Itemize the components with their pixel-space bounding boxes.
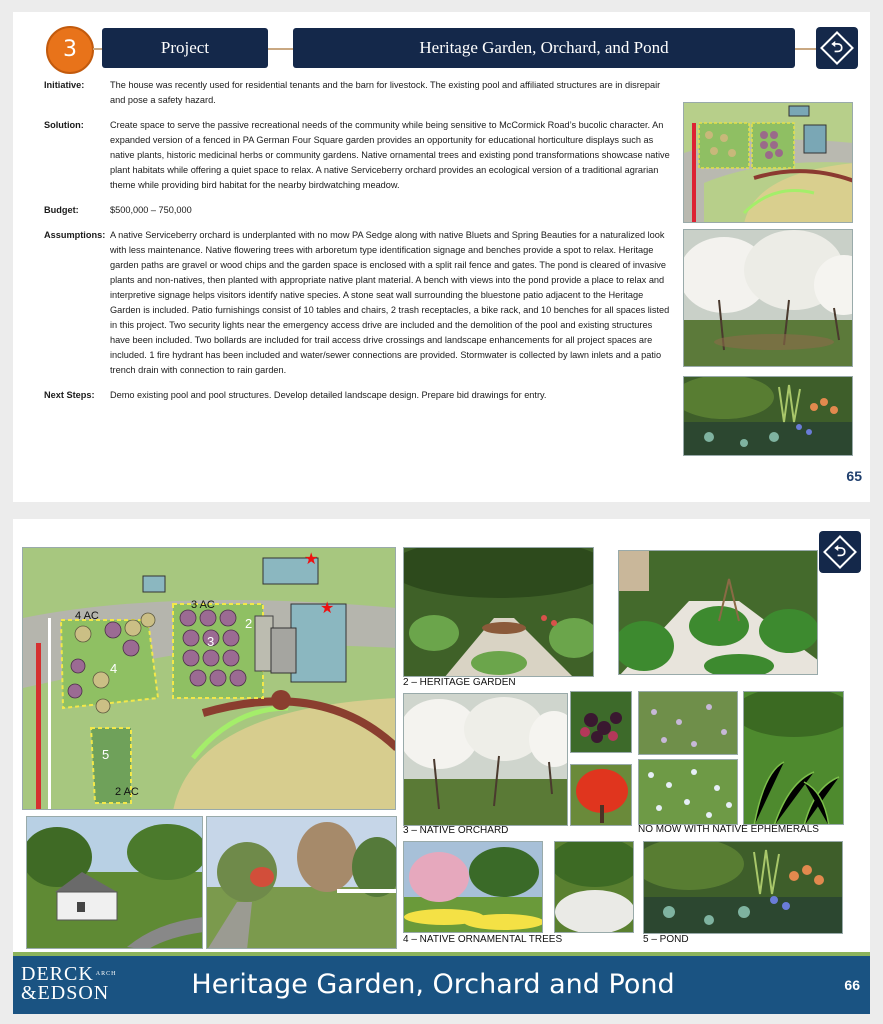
return-nav-button[interactable] (816, 27, 858, 69)
svg-text:★: ★ (304, 549, 319, 568)
caption-pond: 5 – POND (643, 934, 689, 945)
footer-bar (13, 956, 870, 1014)
detail-text: A native Serviceberry orchard is underplanted with no mow PA Sedge along with native Bluets and Spring Beauties for a naturalized look with less maintenance. Native flowering trees with arboretum type identification signage and benches provide a spot to relax. Heritage garden paths are gravel or wood chips and the garden space is enclosed with a split rail fence and gates. The pond is cleared of invasive plants and non-natives, then planted with appropriate native plant material. A bench with views into the pond provide a place to relax and interpretive signage helps visitors identify native species. A stone seat wall surrounding the bluestone patio adjacent to the Heritage Garden is included. Patio furnishings consist of 10 tables and chairs, 2 trash receptacles, a bike rack, and 10 benches for all spaces listed in this project. Two security lights near the emergency access drive are included and the demolition of the pool and existing structures have been included. Two bollards are included for trail access drive crossings and landscape enhancements for all project spaces are included. 1 fire hydrant has been included and water/sewer connections are provided. Stormwater is collected by lawn inlets and a patio trench drain with connection to rain garden. (110, 230, 670, 375)
return-arrow-icon: ⮌ (830, 39, 843, 56)
heritage-garden-photo-2 (618, 550, 818, 675)
serviceberry-fruit-photo (570, 691, 632, 753)
page-66 (13, 519, 870, 1014)
map-label-3ac: 3 AC (191, 599, 215, 611)
connector-line (268, 48, 294, 50)
detail-row-initiative (44, 78, 674, 108)
connector-line (795, 48, 817, 50)
caption-no-mow: NO MOW WITH NATIVE EPHEMERALS (638, 824, 819, 835)
detail-label: Initiative: (44, 80, 85, 90)
caption-ornamental-trees: 4 – NATIVE ORNAMENTAL TREES (403, 934, 563, 945)
page-number: 66 (844, 977, 860, 993)
orchard-photo (683, 229, 853, 367)
native-orchard-photo (403, 693, 568, 826)
pond-photo-large (643, 841, 843, 934)
detail-row-assumptions (44, 228, 674, 378)
project-label: Project (102, 28, 268, 68)
native-ornamental-trees-photo-1 (403, 841, 543, 933)
footer-title: Heritage Garden, Orchard and Pond (191, 969, 675, 1000)
map-label-2ac: 2 AC (115, 786, 139, 798)
existing-landscape-photo (206, 816, 397, 949)
heritage-garden-photo-1 (403, 547, 594, 677)
map-number-3: 3 (207, 634, 215, 649)
no-mow-photo-1 (638, 691, 738, 755)
detail-label: Budget: (44, 205, 79, 215)
detail-row-next-steps (44, 388, 674, 403)
map-number-2: 2 (245, 616, 253, 631)
page-number: 65 (846, 468, 862, 484)
detail-label: Next Steps: (44, 390, 95, 400)
pond-photo (683, 376, 853, 456)
logo-line-1: DERCK (21, 963, 94, 985)
caption-heritage-garden: 2 – HERITAGE GARDEN (403, 677, 516, 688)
detail-row-solution (44, 118, 674, 193)
native-ornamental-trees-photo-2 (554, 841, 634, 933)
logo-line-2: &EDSON (21, 982, 110, 1004)
detail-label: Assumptions: (44, 230, 106, 240)
return-arrow-icon: ⮌ (833, 543, 846, 560)
detail-text: Demo existing pool and pool structures. Develop detailed landscape design. Prepare bid drawings for entry. (110, 390, 547, 400)
page-65 (13, 12, 870, 502)
project-number-badge: 3 (46, 26, 94, 74)
detail-text: $500,000 – 750,000 (110, 205, 192, 215)
project-details (44, 78, 674, 413)
no-mow-photo-2 (638, 759, 738, 825)
svg-text:★: ★ (320, 598, 335, 617)
return-nav-button[interactable] (819, 531, 861, 573)
site-plan-thumbnail (683, 102, 853, 223)
serviceberry-fall-photo (570, 764, 632, 826)
detail-row-budget (44, 203, 674, 218)
caption-native-orchard: 3 – NATIVE ORCHARD (403, 825, 509, 836)
map-label-4ac: 4 AC (75, 610, 99, 622)
detail-text: The house was recently used for residential tenants and the barn for livestock. The existing pool and affiliated structures are in disrepair and pose a safety hazard. (110, 80, 661, 105)
existing-house-photo (26, 816, 203, 949)
map-number-5: 5 (102, 747, 110, 762)
detail-label: Solution: (44, 120, 84, 130)
detail-text: Create space to serve the passive recreational needs of the community while being sensitive to McCormick Road’s bucolic character. An expanded version of a fenced in PA German Four Square garden provides an opportunity for educational horticulture displays such as native plants, historic medicinal herbs or community gardens. Native ornamental trees and existing pond transformations showcase native plant habitats while offering a quiet space to relax. A native Serviceberry orchard provides an ecological version of a traditional agrarian theme while providing bird habitat for the nearby birdwatching meadow. (110, 120, 670, 190)
map-number-4: 4 (110, 661, 118, 676)
site-plan-map (22, 547, 396, 810)
logo-small-text: ARCH (95, 971, 117, 977)
page-title: Heritage Garden, Orchard, and Pond (293, 28, 795, 68)
derck-edson-logo (21, 965, 116, 1003)
no-mow-sedge-photo (743, 691, 844, 825)
